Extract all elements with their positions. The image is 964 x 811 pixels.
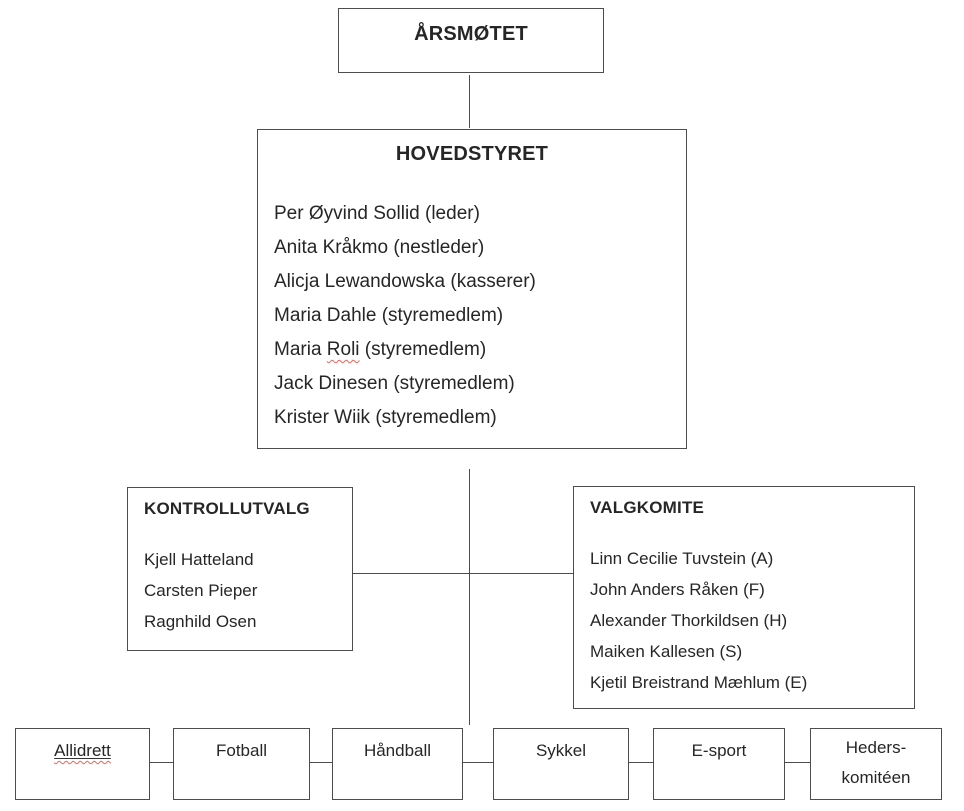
hovedstyret-title: HOVEDSTYRET — [395, 143, 549, 165]
box-kontrollutvalg — [127, 487, 353, 651]
member-row: Kjetil Breistrand Mæhlum (E) — [590, 673, 808, 692]
member-name-part: Maria — [274, 339, 327, 360]
hederskomiteen-label-line2: komitéen — [841, 768, 911, 787]
member-row: Ragnhild Osen — [144, 612, 257, 631]
member-row: Anita Kråkmo (nestleder) — [274, 237, 485, 258]
connector-arsmotet-hovedstyret — [469, 75, 470, 128]
box-hederskomiteen — [810, 728, 942, 800]
connector-fotball-handball — [310, 762, 332, 763]
connector-kontrollutvalg-valgkomite — [353, 573, 573, 574]
member-row: John Anders Råken (F) — [590, 580, 765, 599]
member-row: Alexander Thorkildsen (H) — [590, 611, 788, 630]
member-row: Krister Wiik (styremedlem) — [274, 407, 497, 428]
member-row: Kjell Hatteland — [144, 550, 254, 569]
box-sykkel — [493, 728, 629, 800]
box-hovedstyret — [257, 129, 687, 449]
box-fotball — [173, 728, 310, 800]
member-row: Alicja Lewandowska (kasserer) — [274, 271, 536, 292]
member-name-part: (styremedlem) — [359, 339, 487, 360]
member-row: Linn Cecilie Tuvstein (A) — [590, 549, 774, 568]
connector-hovedstyret-bottom-trunk — [469, 469, 470, 725]
member-row: Maria Dahle (styremedlem) — [274, 305, 504, 326]
connector-allidrett-fotball — [150, 762, 173, 763]
connector-sykkel-esport — [629, 762, 653, 763]
esport-label: E-sport — [691, 741, 747, 760]
handball-label: Håndball — [363, 741, 432, 760]
valgkomite-title: VALGKOMITE — [590, 498, 705, 517]
box-valgkomite — [573, 486, 915, 709]
connector-esport-hederskomiteen — [785, 762, 810, 763]
arsmotet-title: ÅRSMØTET — [414, 23, 528, 45]
kontrollutvalg-member-list — [128, 544, 352, 637]
member-row: Maiken Kallesen (S) — [590, 642, 743, 661]
allidrett-label: Allidrett — [54, 741, 111, 760]
connector-handball-sykkel — [463, 762, 493, 763]
kontrollutvalg-title: KONTROLLUTVALG — [144, 499, 310, 518]
member-row: Carsten Pieper — [144, 581, 258, 600]
member-row: Per Øyvind Sollid (leder) — [274, 203, 480, 224]
box-handball — [332, 728, 463, 800]
fotball-label: Fotball — [215, 741, 268, 760]
misspelled-word — [54, 741, 111, 760]
box-arsmotet — [338, 8, 604, 73]
member-row: Jack Dinesen (styremedlem) — [274, 373, 515, 394]
hovedstyret-member-list — [258, 197, 686, 435]
box-allidrett — [15, 728, 150, 800]
member-row — [274, 333, 686, 367]
misspelled-word: Roli — [326, 339, 360, 360]
valgkomite-member-list — [574, 543, 914, 698]
hederskomiteen-label-line1: Heders- — [845, 738, 907, 757]
box-esport — [653, 728, 785, 800]
sykkel-label: Sykkel — [535, 741, 587, 760]
